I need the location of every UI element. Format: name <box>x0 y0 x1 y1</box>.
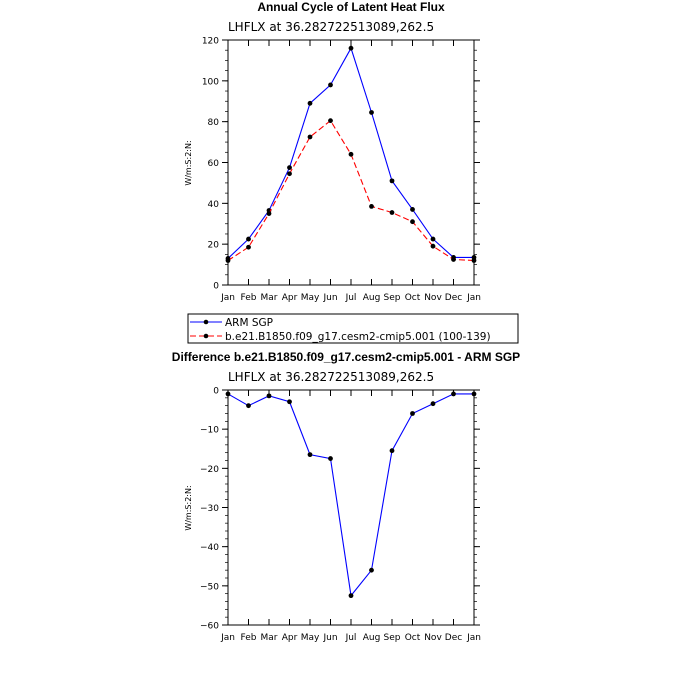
y-tick-label: 60 <box>207 159 219 169</box>
chart1-series <box>226 46 477 263</box>
series-line-0 <box>228 394 474 596</box>
x-tick-label: Apr <box>281 633 298 643</box>
y-tick-label: 0 <box>213 386 219 397</box>
chart1-ylabel: W/m:S:2:N: <box>184 140 193 186</box>
series-1-point <box>431 244 436 249</box>
chart1-legend <box>188 314 518 343</box>
chart2-y-tick-labels <box>200 387 219 632</box>
series-1-point <box>267 211 272 216</box>
series-line-1 <box>228 121 474 261</box>
x-tick-label: Nov <box>424 293 442 303</box>
series-0-point <box>246 403 251 408</box>
series-1-point <box>308 135 313 140</box>
chart1-title: Annual Cycle of Latent Heat Flux <box>257 0 445 14</box>
series-0-point <box>308 101 313 106</box>
series-1-point <box>369 204 374 209</box>
chart1-ticks <box>222 40 480 285</box>
x-tick-label: Feb <box>240 293 257 303</box>
x-tick-label: Dec <box>444 633 463 643</box>
x-tick-label: Jan <box>221 293 235 303</box>
y-tick-label: −50 <box>200 582 219 593</box>
x-tick-label: Jun <box>323 293 338 303</box>
series-0-point <box>328 83 333 88</box>
chart2-x-tick-labels <box>220 633 481 643</box>
x-tick-label: May <box>300 293 320 303</box>
y-tick-label: −60 <box>200 621 219 632</box>
x-tick-label: Jul <box>345 293 357 303</box>
series-0-point <box>410 207 415 212</box>
series-0-point <box>246 237 251 242</box>
series-0-point <box>431 401 436 406</box>
y-tick-label: −20 <box>200 464 219 475</box>
chart2-plot-frame <box>228 390 474 625</box>
x-tick-label: Sep <box>383 293 401 303</box>
legend-marker-model <box>204 334 209 339</box>
x-tick-label: Mar <box>260 293 278 303</box>
series-0-point <box>267 393 272 398</box>
series-0-point <box>328 456 333 461</box>
x-tick-label: Sep <box>383 633 401 643</box>
series-0-point <box>287 165 292 170</box>
y-tick-label: −10 <box>200 425 219 436</box>
legend-label-model: b.e21.B1850.f09_g17.cesm2-cmip5.001 (100-139) <box>225 331 491 343</box>
series-0-point <box>349 593 354 598</box>
series-0-point <box>349 46 354 51</box>
series-1-point <box>410 219 415 224</box>
series-1-point <box>328 118 333 123</box>
y-tick-label: 0 <box>213 281 219 292</box>
x-tick-label: Jan <box>467 293 481 303</box>
x-tick-label: Aug <box>362 633 381 643</box>
x-tick-label: Oct <box>404 633 421 643</box>
series-0-point <box>308 452 313 457</box>
x-tick-label: Feb <box>240 633 257 643</box>
y-tick-label: −40 <box>200 543 219 554</box>
y-tick-label: 80 <box>207 118 219 129</box>
x-tick-label: Apr <box>281 293 298 303</box>
x-tick-label: Dec <box>444 293 463 303</box>
x-tick-label: May <box>300 633 320 643</box>
series-1-point <box>246 245 251 250</box>
series-0-point <box>369 568 374 573</box>
series-1-point <box>287 171 292 176</box>
chart2-title: Difference b.e21.B1850.f09_g17.cesm2-cmip5.001 - ARM SGP <box>171 350 521 364</box>
series-1-point <box>451 257 456 262</box>
x-tick-label: Jul <box>345 633 357 643</box>
x-tick-label: Oct <box>404 293 421 303</box>
series-0-point <box>287 399 292 404</box>
x-tick-label: Mar <box>260 633 278 643</box>
series-1-point <box>226 258 231 263</box>
y-tick-label: 20 <box>207 240 219 251</box>
x-tick-label: Jun <box>323 633 338 643</box>
series-1-point <box>390 210 395 215</box>
x-tick-label: Aug <box>362 293 381 303</box>
series-0-point <box>226 392 231 397</box>
series-1-point <box>472 258 477 263</box>
series-1-point <box>349 152 354 157</box>
y-tick-label: 100 <box>201 77 219 88</box>
chart1-x-tick-labels <box>220 293 481 303</box>
chart2-ticks <box>222 390 480 625</box>
y-tick-label: 40 <box>207 199 219 210</box>
y-tick-label: 120 <box>201 36 219 47</box>
series-0-point <box>410 411 415 416</box>
series-0-point <box>472 392 477 397</box>
x-tick-label: Jan <box>467 633 481 643</box>
chart1-y-tick-labels <box>202 37 219 292</box>
series-0-point <box>431 237 436 242</box>
chart2-series <box>226 392 477 599</box>
legend-marker-arm-sgp <box>204 320 209 325</box>
y-tick-label: −30 <box>200 504 219 514</box>
x-tick-label: Nov <box>424 633 442 643</box>
chart1-subtitle: LHFLX at 36.282722513089,262.5 <box>228 20 435 34</box>
series-0-point <box>390 178 395 183</box>
chart2-subtitle: LHFLX at 36.282722513089,262.5 <box>228 370 435 384</box>
series-0-point <box>390 448 395 453</box>
chart2-ylabel: W/m:S:2:N: <box>184 485 193 531</box>
legend-label-arm-sgp: ARM SGP <box>225 317 274 329</box>
series-0-point <box>451 392 456 397</box>
x-tick-label: Jan <box>221 633 235 643</box>
series-0-point <box>369 110 374 115</box>
